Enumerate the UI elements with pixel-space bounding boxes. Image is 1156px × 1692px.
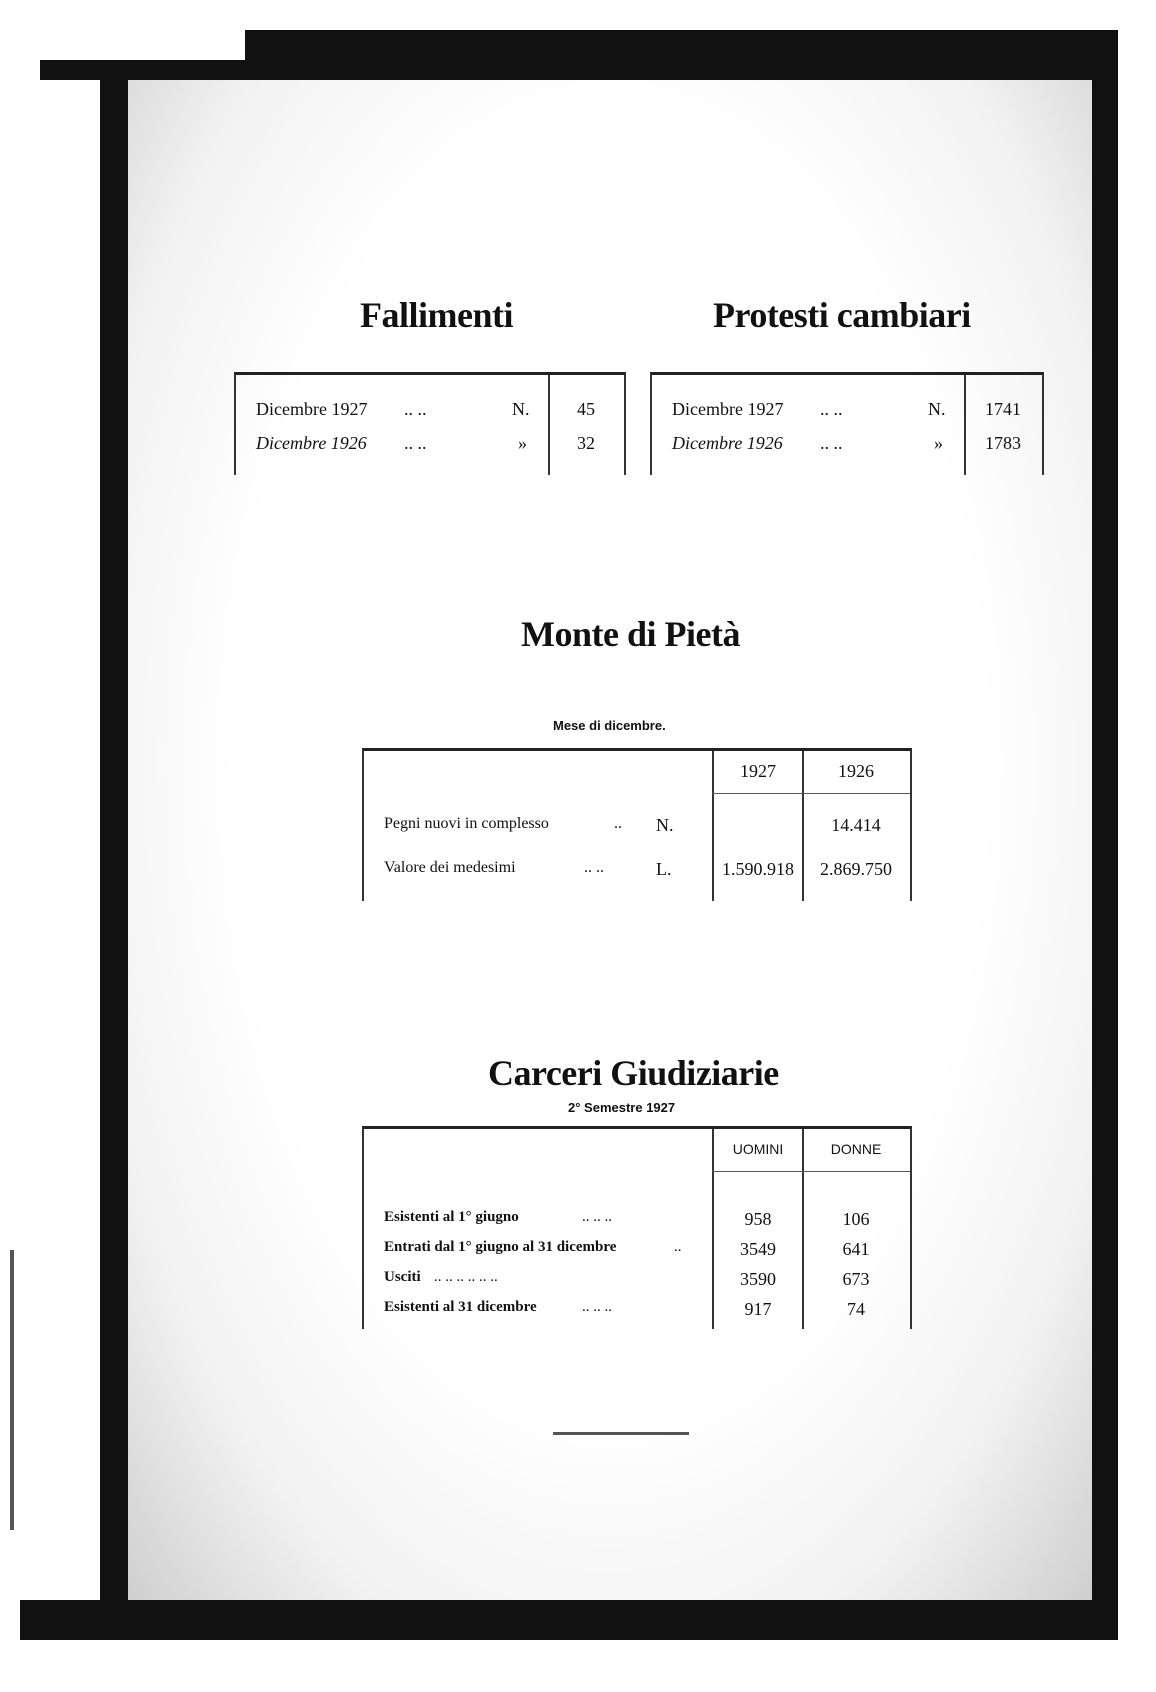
carceri-header-rule [712,1171,910,1172]
protesti-divider [964,375,966,475]
carceri-row4-label: Esistenti al 31 dicembre [384,1299,537,1315]
protesti-table [650,372,1044,475]
fallimenti-row2-unit: » [518,433,527,453]
carceri-header-uomini: UOMINI [732,1141,784,1157]
carceri-row4-uomini: 917 [744,1299,772,1319]
carceri-header-donne: DONNE [830,1141,882,1157]
carceri-row4-donne: 74 [847,1299,865,1319]
fallimenti-row1-value: 45 [577,399,595,419]
monte-row2-1927: 1.590.918 [722,859,794,879]
monte-subtitle: Mese di dicembre. [553,718,666,733]
protesti-row1-label: Dicembre 1927 [672,399,784,419]
carceri-subtitle: 2° Semestre 1927 [568,1100,676,1115]
protesti-row2-dots: .. .. [820,433,843,453]
carceri-table [362,1126,912,1329]
protesti-row1-unit: N. [928,399,946,419]
protesti-title: Protesti cambiari [713,295,971,335]
scan-frame-left [100,70,128,1640]
document-page [128,80,1092,1600]
monte-row2-1926: 2.869.750 [820,859,892,879]
carceri-row2-uomini: 3549 [740,1239,776,1259]
monte-table [362,748,912,901]
fallimenti-divider [548,375,550,475]
protesti-row1-value: 1741 [985,399,1021,419]
monte-row1-dots: .. [614,815,622,832]
monte-header-rule [712,793,910,794]
carceri-row3-uomini: 3590 [740,1269,776,1289]
protesti-row2-value: 1783 [985,433,1021,453]
monte-row2-unit: L. [656,859,672,879]
carceri-row1-dots: .. .. .. [582,1209,612,1225]
monte-row2-label: Valore dei medesimi [384,859,516,876]
protesti-row2-unit: » [934,433,943,453]
protesti-row2-label: Dicembre 1926 [672,433,783,453]
monte-row1-1926: 14.414 [831,815,881,835]
carceri-row1-donne: 106 [842,1209,870,1229]
carceri-row1-uomini: 958 [744,1209,772,1229]
fallimenti-row1-unit: N. [512,399,530,419]
monte-row2-dots: .. .. [584,859,604,876]
fallimenti-row2-dots: .. .. [404,433,427,453]
carceri-row3-dots: .. .. .. .. .. .. [434,1269,498,1285]
carceri-row3-donne: 673 [842,1269,870,1289]
carceri-row3-label: Usciti [384,1269,421,1285]
scan-edge-mark [10,1250,14,1530]
fallimenti-table [234,372,626,475]
carceri-row2-dots: .. [674,1239,682,1255]
fallimenti-row2-label: Dicembre 1926 [256,433,367,453]
monte-header-1927: 1927 [740,761,776,781]
carceri-row2-label: Entrati dal 1° giugno al 31 dicembre [384,1239,617,1255]
fallimenti-row1-dots: .. .. [404,399,427,419]
carceri-title: Carceri Giudiziarie [488,1053,779,1093]
monte-row1-unit: N. [656,815,674,835]
fallimenti-row2-value: 32 [577,433,595,453]
fallimenti-title: Fallimenti [360,295,513,335]
carceri-row4-dots: .. .. .. [582,1299,612,1315]
monte-row1-label: Pegni nuovi in complesso [384,815,549,832]
scan-frame-notch [40,30,245,60]
carceri-row2-donne: 641 [842,1239,870,1259]
protesti-row1-dots: .. .. [820,399,843,419]
scan-frame-right [1092,30,1118,1640]
closing-rule [553,1432,689,1435]
fallimenti-row1-label: Dicembre 1927 [256,399,368,419]
monte-header-1926: 1926 [838,761,874,781]
carceri-row1-label: Esistenti al 1° giugno [384,1209,519,1225]
scan-frame-bottom [20,1600,1118,1640]
monte-title: Monte di Pietà [521,614,740,654]
